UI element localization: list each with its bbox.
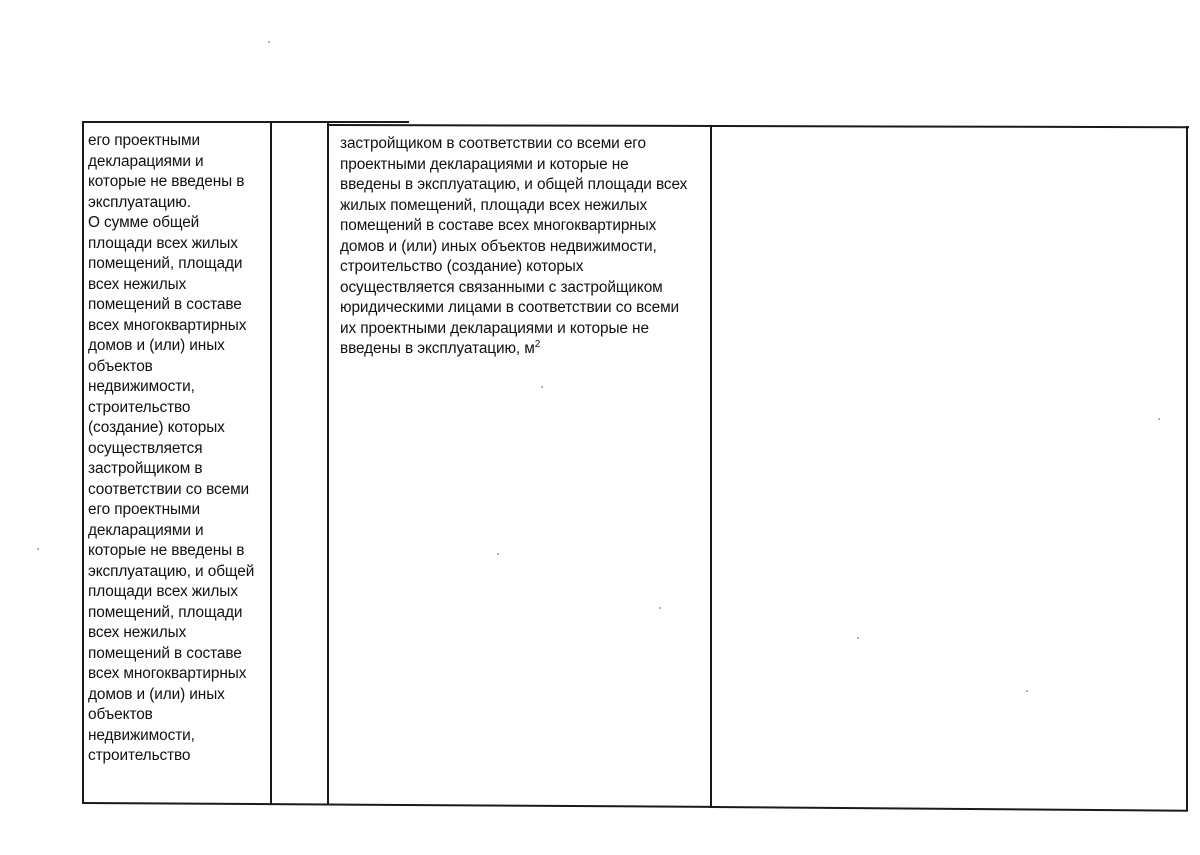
scan-speck [1158,418,1160,420]
indicator-text: застройщиком в соответствии со всеми его проектными декларациями и которые не введены в эксплуатацию, и общей площади всех жилых помещений, площади всех нежилых помещений в составе всех многоквартирных домов и (или) иных объектов недвижимости, строительство (создание) которых осуществляется связанными с застройщиком юридическими лицами в соответствии со всеми их проектными декларациями и которые не введены в эксплуатацию, м [340,135,688,357]
scan-speck [659,607,661,609]
scan-speck [1026,690,1028,692]
table-right-border [1186,126,1188,810]
table-top-border [82,121,409,123]
table-cell-indicator [340,134,710,360]
scan-speck [541,386,543,388]
scan-speck [268,41,270,43]
table-bottom-border-right [711,806,1188,811]
table-top-border-right [328,124,1189,128]
scan-speck [857,637,859,639]
table-left-border [82,121,84,803]
column-divider-3 [710,125,712,808]
table-cell-description: его проектными декларациями и которые не введены в эксплуатацию. О сумме общей площади всех жилых помещений, площади всех нежилых помещений в составе всех многоквартирных домов и (или) иных объектов недвижимости, строительство (создание) которых осуществляется застройщиком в соответствии со всеми его проектными декларациями и которые не введены в эксплуатацию, и общей площади всех жилых помещений, площади всех нежилых помещений в составе всех многоквартирных домов и (или) иных объектов недвижимости, строительство [88,132,255,764]
unit-superscript: 2 [534,338,541,350]
column-divider-2 [327,122,329,805]
scan-speck [497,553,499,555]
table-bottom-border [82,802,711,807]
scan-speck [37,548,39,550]
